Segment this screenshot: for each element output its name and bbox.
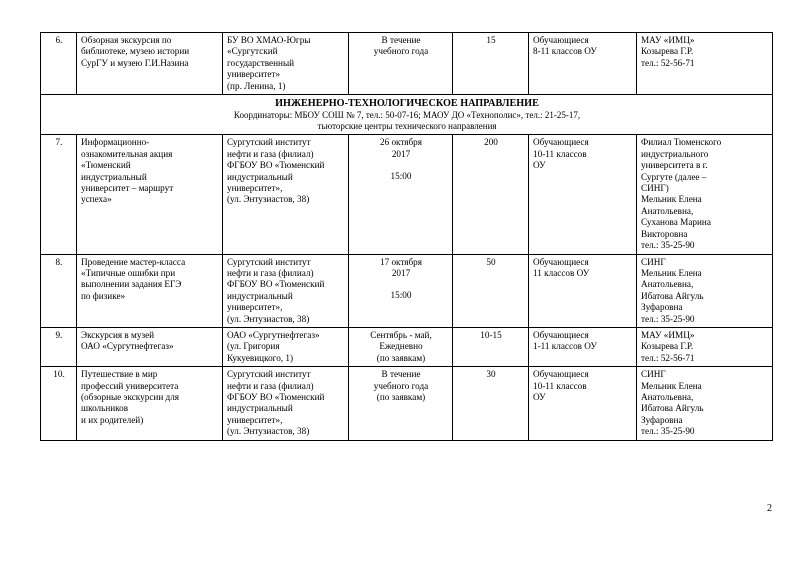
event-date-cell: В течение учебного года [349, 33, 453, 95]
event-date-cell: В течение учебного года (по заявкам) [349, 367, 453, 440]
event-responsible-cell: МАУ «ИМЦ» Козырева Г.Р. тел.: 52-56-71 [637, 327, 773, 366]
events-table [40, 32, 773, 441]
table-row [41, 254, 773, 327]
event-responsible-cell: МАУ «ИМЦ» Козырева Г.Р. тел.: 52-56-71 [637, 33, 773, 95]
event-responsible-cell: СИНГ Мельник Елена Анатольевна, Ибатова Айгуль Зуфаровна тел.: 35-25-90 [637, 254, 773, 327]
row-number-cell: 6. [41, 33, 77, 95]
row-number-cell: 9. [41, 327, 77, 366]
event-participants-cell: Обучающиеся 10-11 классов ОУ [529, 367, 637, 440]
table-row [41, 327, 773, 366]
event-name-cell: Информационно- ознакомительная акция «Тюменский индустриальный университет – маршрут успеха» [77, 135, 223, 254]
section-subtitle-line-1: Координаторы: МБОУ СОШ № 7, тел.: 50-07-16; МАОУ ДО «Технополис», тел.: 21-25-17, [233, 110, 581, 121]
event-name-cell: Обзорная экскурсия по библиотеке, музею истории СурГУ и музею Г.И.Назина [77, 33, 223, 95]
event-date-cell: Сентябрь - май, Ежедневно (по заявкам) [349, 327, 453, 366]
event-name-cell: Путешествие в мир профессий университета (обзорные экскурсии для школьников и их родителей) [77, 367, 223, 440]
event-place-cell: Сургутский институт нефти и газа (филиал) ФГБОУ ВО «Тюменский индустриальный университет», (ул. Энтузиастов, 38) [223, 254, 349, 327]
event-participants-cell: Обучающиеся 1-11 классов ОУ [529, 327, 637, 366]
section-subtitle-line-2: тьюторские центры технического направления [317, 121, 497, 132]
event-count-cell: 10-15 [453, 327, 529, 366]
page-number: 2 [767, 503, 772, 514]
event-place-cell: ОАО «Сургутнефтегаз» (ул. Григория Кукуевицкого, 1) [223, 327, 349, 366]
event-name-cell: Проведение мастер-класса «Типичные ошибки при выполнении задания ЕГЭ по физике» [77, 254, 223, 327]
event-place-cell: Сургутский институт нефти и газа (филиал) ФГБОУ ВО «Тюменский индустриальный университет», (ул. Энтузиастов, 38) [223, 135, 349, 254]
table-row [41, 135, 773, 254]
event-participants-cell: Обучающиеся 10-11 классов ОУ [529, 135, 637, 254]
row-number-cell: 7. [41, 135, 77, 254]
event-participants-cell: Обучающиеся 8-11 классов ОУ [529, 33, 637, 95]
row-number-cell: 10. [41, 367, 77, 440]
event-name-cell: Экскурсия в музей ОАО «Сургутнефтегаз» [77, 327, 223, 366]
event-count-cell: 200 [453, 135, 529, 254]
event-count-cell: 15 [453, 33, 529, 95]
row-number-cell: 8. [41, 254, 77, 327]
section-title: ИНЖЕНЕРНО-ТЕХНОЛОГИЧЕСКОЕ НАПРАВЛЕНИЕ [275, 98, 539, 110]
section-heading-row [41, 95, 773, 135]
section-heading-cell [41, 95, 773, 135]
event-date-cell: 17 октября 2017 15:00 [349, 254, 453, 327]
table-row [41, 33, 773, 95]
event-responsible-cell: СИНГ Мельник Елена Анатольевна, Ибатова Айгуль Зуфаровна тел.: 35-25-90 [637, 367, 773, 440]
event-date-cell: 26 октября 2017 15:00 [349, 135, 453, 254]
event-place-cell: БУ ВО ХМАО-Югры «Сургутский государственный университет» (пр. Ленина, 1) [223, 33, 349, 95]
event-place-cell: Сургутский институт нефти и газа (филиал) ФГБОУ ВО «Тюменский индустриальный университет», (ул. Энтузиастов, 38) [223, 367, 349, 440]
event-participants-cell: Обучающиеся 11 классов ОУ [529, 254, 637, 327]
event-responsible-cell: Филиал Тюменского индустриального университета в г. Сургуте (далее – СИНГ) Мельник Елена Анатольевна, Суханова Марина Викторовна тел.: 35-25-90 [637, 135, 773, 254]
table-row [41, 367, 773, 440]
event-count-cell: 50 [453, 254, 529, 327]
event-count-cell: 30 [453, 367, 529, 440]
